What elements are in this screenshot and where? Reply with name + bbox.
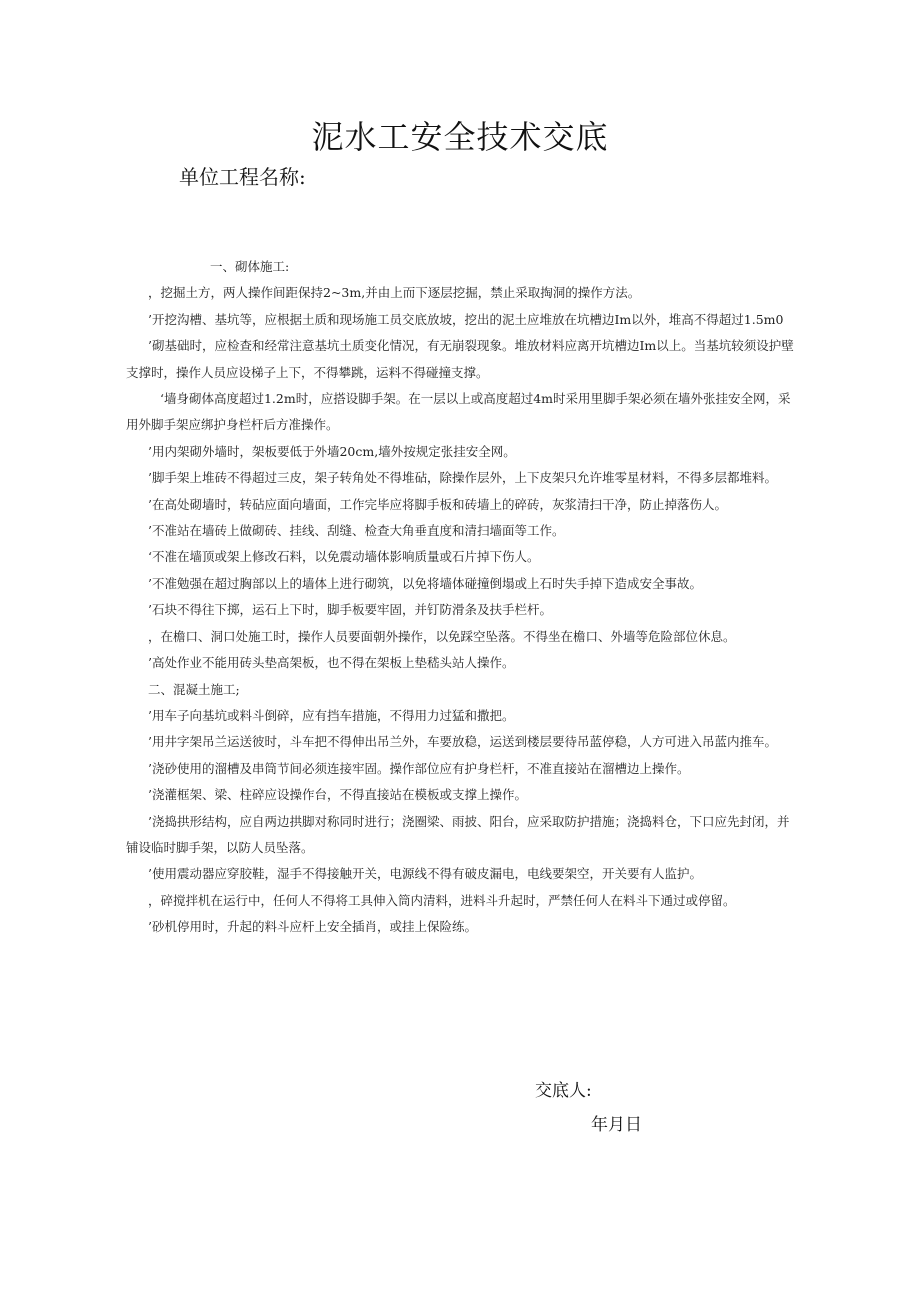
section1-item: ’开挖沟槽、基坑等，应根据土质和现场施工员交底放坡，挖出的泥土应堆放在坑槽边Im以外，堆高不得超过1.5m0 bbox=[148, 311, 784, 327]
section2-item: ’使用震动器应穿胶鞋，湿手不得接触开关，电源线不得有破皮漏电，电线要架空，开关要有人监护。 bbox=[148, 866, 702, 882]
document-title: 泥水工安全技术交底 bbox=[311, 118, 609, 156]
section1-item: ’石块不得往下掷，运石上下时，脚手板要牢固，并钉防滑条及扶手栏杆。 bbox=[148, 602, 552, 618]
section1-item: ’高处作业不能用砖头垫高架板，也不得在架板上垫嵇头站人操作。 bbox=[148, 655, 515, 671]
section1-item: ‘不准在墙顶或架上修改石料，以免震动墙体影响质量或石片掉下伤人。 bbox=[148, 549, 540, 565]
section2-item: ’用井字架吊兰运送彼时，斗车把不得伸出吊兰外，车要放稳，运送到楼层要待吊蓝停稳，人方可进入吊蓝内推车。 bbox=[148, 734, 777, 750]
signer-label: 交底人: bbox=[535, 1081, 592, 1101]
section1-item: ’砌基础时，应检查和经常注意基坑土质变化情况，有无崩裂现象。堆放材料应离开坑槽边Im以上。当基坑较须设护壁支撑时，操作人员应设梯子上下，不得攀跳，运料不得碰撞支撑。 bbox=[126, 338, 794, 380]
date-label: 年月日 bbox=[591, 1115, 642, 1135]
section1-item: ’用内架砌外墙时，架板要低于外墙20cm,墙外按规定张挂安全网。 bbox=[148, 443, 516, 459]
unit-project-name-label: 单位工程名称: bbox=[179, 165, 306, 189]
section1-item: ‘墙身砌体高度超过1.2m时，应搭设脚手架。在一层以上或高度超过4m时采用里脚手架必须在墙外张挂安全网，采用外脚手架应绑护身栏杆后方准操作。 bbox=[126, 391, 791, 433]
section1-item: ，在檐口、洞口处施工时，操作人员要面朝外操作，以免踩空坠落。不得坐在檐口、外墙等危险部位休息。 bbox=[148, 628, 736, 644]
section1-item: ’不准站在墙砖上做砌砖、挂线、刮缝、检查大角垂直度和清扫墙面等工作。 bbox=[148, 523, 565, 539]
section2-heading: 二、混凝土施工; bbox=[148, 681, 240, 697]
section1-item: ’脚手架上堆砖不得超过三皮，架子转角处不得堆砧，除操作层外，上下皮架只允许堆零星材料，不得多层都堆料。 bbox=[148, 470, 777, 486]
section1-item: ’不准勉强在超过胸部以上的墙体上进行砌筑，以免将墙体碰撞倒塌或上石时失手掉下造成安全事故。 bbox=[148, 575, 702, 591]
section1-item: ，挖掘土方，两人操作间距保持2~3m,并由上而下逐层挖掘，禁止采取掏洞的操作方法。 bbox=[148, 285, 641, 301]
document-body bbox=[126, 254, 796, 941]
section1-item: ’在高处砌墙时，转砧应面向墙面，工作完毕应将脚手板和砖墙上的碎砖，灰浆清扫干净，防止掉落伤人。 bbox=[148, 496, 727, 512]
section2-item: ，碎搅拌机在运行中，任何人不得将工具伸入筒内清料，进料斗升起时，严禁任何人在料斗下通过或停留。 bbox=[148, 892, 736, 908]
section2-item: ’浇灌框架、梁、柱碎应设操作台，不得直接站在模板或支撑上操作。 bbox=[148, 787, 527, 803]
section2-item: ’用车子向基坑或料斗倒碎，应有挡车措施，不得用力过猛和撒把。 bbox=[148, 707, 515, 723]
section2-item: ’浇捣拱形结构，应自两边拱脚对称同时进行；浇圈梁、雨披、阳台，应采取防护措施；浇捣料仓，下口应先封闭，并铺设临时脚手架，以防人员坠落。 bbox=[126, 813, 790, 855]
section2-item: ’砂机停用时，升起的料斗应杆上安全插肖，或挂上保险练。 bbox=[148, 919, 477, 935]
section2-item: ’浇砂使用的溜槽及串筒节间必须连接牢固。操作部位应有护身栏杆，不准直接站在溜槽边上操作。 bbox=[148, 760, 690, 776]
section1-heading: 一、砌体施工: bbox=[210, 259, 290, 274]
